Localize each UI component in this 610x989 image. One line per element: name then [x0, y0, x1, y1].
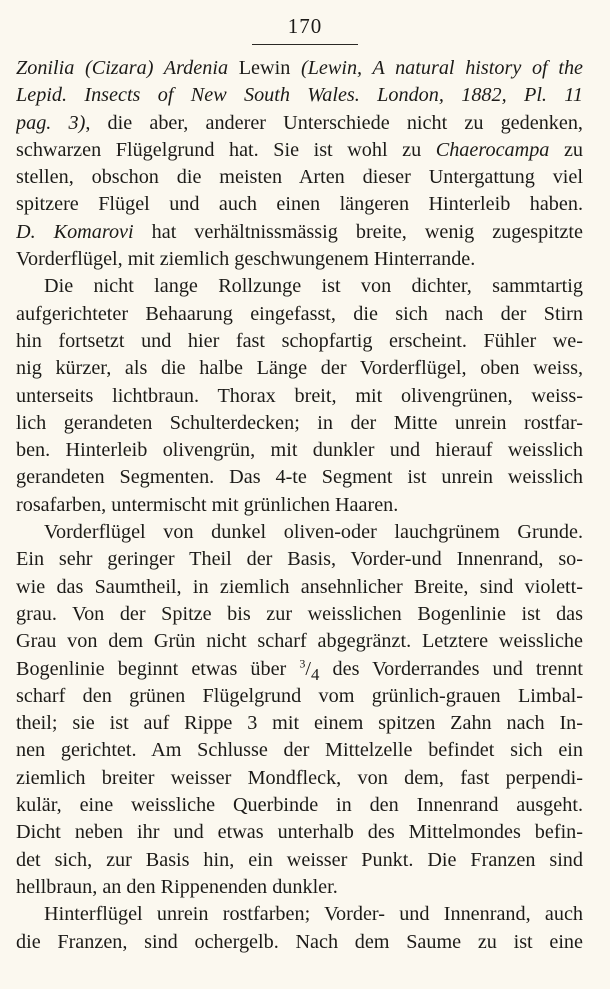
text-segment: Dicht neben ihr und etwas unterhalb des Mittelmondes befin- [16, 821, 583, 844]
text-line [16, 328, 583, 355]
text-line [16, 929, 583, 956]
text-line [16, 383, 583, 410]
italic-text: pag. 3) [16, 111, 86, 134]
text-segment: unterseits lichtbraun. Thorax breit, mit olivengrünen, weiss- [16, 384, 583, 407]
text-line [16, 219, 583, 246]
text-line [16, 765, 583, 792]
text-segment: 4 [311, 664, 320, 683]
paragraph [16, 55, 583, 273]
text-segment: / [305, 657, 311, 680]
body-text [16, 55, 583, 956]
text-line [16, 628, 583, 655]
text-segment: spitzere Flügel und auch einen längeren Hinterleib haben. [16, 193, 583, 216]
text-segment: hin fortsetzt und hier fast schopfartig erscheint. Fühler we- [16, 329, 583, 352]
text-line [16, 683, 583, 710]
text-segment: ziemlich breiter weisser Mondfleck, von dem, fast perpendi- [16, 766, 583, 789]
text-line [16, 437, 583, 464]
text-segment: schwarzen Flügelgrund hat. Sie ist wohl zu [16, 138, 436, 161]
text-line [16, 874, 583, 901]
text-segment: Bogenlinie beginnt etwas über [16, 657, 300, 680]
italic-text: D. Komarovi [16, 220, 134, 243]
italic-text: Zonilia (Cizara) Ardenia [16, 57, 239, 79]
text-line [16, 464, 583, 491]
text-line [16, 137, 583, 164]
text-segment: Die nicht lange Rollzunge ist von dichter, sammtartig [44, 275, 583, 298]
text-line [16, 191, 583, 218]
text-line [16, 901, 583, 928]
text-line [16, 273, 583, 300]
text-line [16, 492, 583, 519]
text-segment: Vorderflügel von dunkel oliven-oder lauchgrünem Grunde. [44, 521, 583, 544]
text-line [16, 164, 583, 191]
text-segment: zu [549, 138, 583, 161]
text-segment: Hinterflügel unrein rostfarben; Vorder- und Innenrand, auch [44, 903, 583, 926]
text-segment: Grau von dem Grün nicht scharf abgegränzt. Letztere weissliche [16, 630, 583, 653]
text-segment: rosafarben, untermischt mit grünlichen Haaren. [16, 493, 399, 516]
text-segment: scharf den grünen Flügelgrund vom grünlich-grauen Limbal- [16, 684, 583, 707]
text-segment: stellen, obschon die meisten Arten dieser Untergattung viel [16, 166, 583, 189]
text-segment: hellbraun, an den Rippenenden dunkler. [16, 875, 338, 898]
italic-text: (Lewin, A natural history of the [300, 57, 583, 79]
text-segment: grau. Von der Spitze bis zur weisslichen Bogenlinie ist das [16, 602, 583, 625]
text-line [16, 819, 583, 846]
text-segment: hat verhältnissmässig breite, wenig zugespitzte [133, 220, 583, 243]
text-line [16, 847, 583, 874]
italic-text: Chaerocampa [435, 138, 550, 161]
text-segment: theil; sie ist auf Rippe 3 mit einem spitzen Zahn nach In- [16, 712, 583, 735]
page-number: 170 [287, 14, 323, 38]
text-line [16, 246, 583, 273]
text-segment: die Franzen, sind ochergelb. Nach dem Saume zu ist eine [16, 930, 583, 953]
text-segment: wie das Saumtheil, in ziemlich ansehnlicher Breite, sind violett- [16, 575, 583, 598]
text-segment: lich gerandeten Schulterdecken; in der Mitte unrein rostfar- [16, 411, 583, 434]
text-segment: nig kürzer, als die halbe Länge der Vorderflügel, oben weiss, [16, 357, 583, 380]
text-segment: gerandeten Segmenten. Das 4-te Segment ist unrein weisslich [16, 466, 583, 489]
text-line [16, 110, 583, 137]
text-segment: nen gerichtet. Am Schlusse der Mittelzelle befindet sich ein [16, 739, 583, 762]
text-line [16, 82, 583, 109]
text-line [16, 656, 583, 683]
paragraph [16, 519, 583, 901]
text-line [16, 519, 583, 546]
text-line [16, 55, 583, 82]
paragraph [16, 901, 583, 956]
text-segment: Vorderflügel, mit ziemlich geschwungenem Hinterrande. [16, 248, 476, 271]
text-segment: 3 [299, 655, 306, 670]
header-rule [252, 44, 358, 45]
text-segment: Lewin [238, 57, 301, 79]
paragraph [16, 273, 583, 519]
text-line [16, 301, 583, 328]
text-segment: kulär, eine weissliche Querbinde in den Innenrand ausgeht. [16, 794, 583, 817]
text-segment: aufgerichteter Behaarung eingefasst, die sich nach der Stirn [16, 302, 583, 325]
text-segment: Ein sehr geringer Theil der Basis, Vorder-und Innenrand, so- [16, 548, 583, 571]
text-segment: det sich, zur Basis hin, ein weisser Punkt. Die Franzen sind [16, 848, 583, 871]
text-line [16, 737, 583, 764]
text-line [16, 546, 583, 573]
text-line [16, 601, 583, 628]
text-line [16, 792, 583, 819]
text-line [16, 574, 583, 601]
text-segment: ben. Hinterleib olivengrün, mit dunkler und hierauf weisslich [16, 439, 583, 462]
text-line [16, 355, 583, 382]
text-segment: des Vorderrandes und trennt [319, 657, 583, 680]
text-segment: , die aber, anderer Unterschiede nicht zu gedenken, [85, 111, 583, 134]
text-line [16, 710, 583, 737]
text-line [16, 410, 583, 437]
italic-text: Lepid. Insects of New South Wales. London, 1882, Pl. 11 [16, 84, 583, 107]
